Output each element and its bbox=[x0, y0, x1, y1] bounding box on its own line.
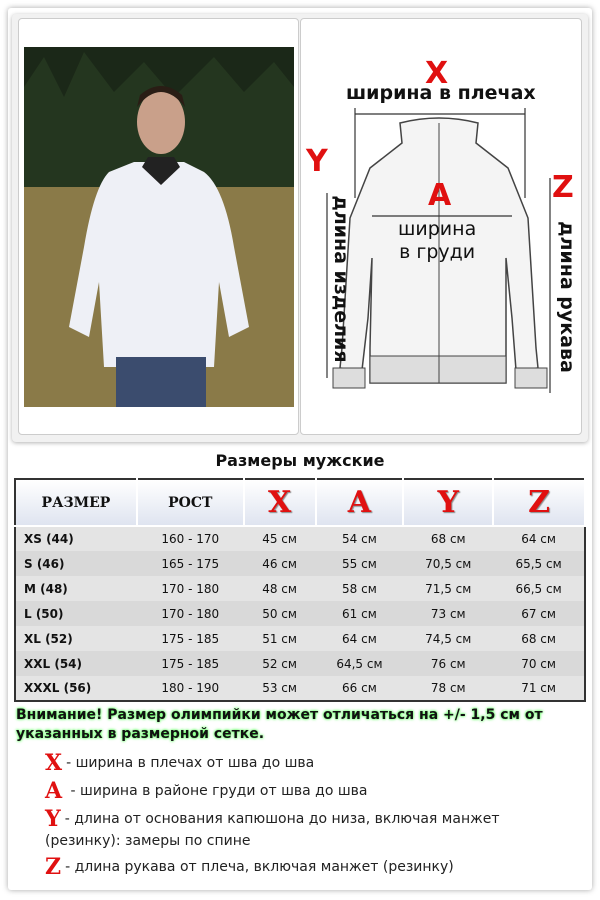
table-cell: 68 см bbox=[430, 532, 466, 546]
table-cell: 76 см bbox=[403, 651, 493, 676]
table-cell: 175 - 185 bbox=[137, 651, 244, 676]
legend-letter: X bbox=[45, 750, 63, 776]
legend-item bbox=[45, 752, 565, 774]
table-cell: L (50) bbox=[15, 601, 137, 626]
table-cell: 52 см bbox=[244, 651, 316, 676]
table-cell: 48 см bbox=[262, 581, 297, 596]
model-photo bbox=[24, 47, 294, 407]
header-height: РОСТ bbox=[137, 479, 244, 526]
jacket-diagram bbox=[300, 18, 582, 435]
legend-item bbox=[45, 856, 565, 878]
table-cell: 54 см bbox=[342, 532, 377, 546]
table-cell: 71,5 см bbox=[425, 581, 472, 596]
chart-title: Размеры мужские bbox=[215, 451, 385, 470]
table-cell: XS (44) bbox=[24, 532, 74, 546]
table-cell: 68 см bbox=[521, 631, 556, 646]
table-cell: 50 см bbox=[244, 601, 316, 626]
table-cell: 46 см bbox=[244, 551, 316, 576]
table-cell: 165 - 175 bbox=[137, 551, 244, 576]
table-cell: 70,5 см bbox=[403, 551, 493, 576]
table-row bbox=[15, 626, 585, 651]
table-cell: 64 см bbox=[521, 532, 556, 546]
table-cell: 170 - 180 bbox=[161, 581, 220, 596]
table-cell: XXL (54) bbox=[15, 651, 137, 676]
header-z: Z bbox=[493, 479, 585, 526]
table-cell: 58 см bbox=[342, 581, 377, 596]
table-row bbox=[15, 601, 585, 626]
legend-item bbox=[45, 808, 565, 852]
table-cell: XXXL (56) bbox=[24, 681, 92, 695]
table-cell: 180 - 190 bbox=[161, 681, 220, 695]
header-a: A bbox=[316, 479, 404, 526]
a-marker: A bbox=[428, 178, 452, 213]
table-row bbox=[15, 676, 585, 701]
legend-text: - длина от основания капюшона до низа, включая манжет (резинку): замеры по спине bbox=[45, 811, 500, 849]
shoulder-width-label: ширина в плечах bbox=[346, 82, 536, 104]
legend-item bbox=[45, 780, 565, 802]
table-row bbox=[15, 576, 585, 601]
table-cell: 78 см bbox=[430, 681, 466, 695]
table-cell: 64,5 см bbox=[316, 651, 404, 676]
table-cell: 65,5 см bbox=[493, 551, 585, 576]
table-row bbox=[15, 526, 585, 551]
table-cell: 73 см bbox=[403, 601, 493, 626]
length-label: длина изделия bbox=[330, 195, 352, 363]
table-cell: 70 см bbox=[493, 651, 585, 676]
table-cell: 67 см bbox=[493, 601, 585, 626]
y-marker: Y bbox=[306, 144, 328, 179]
table-cell: 51 см bbox=[262, 631, 297, 646]
table-cell: 160 - 170 bbox=[161, 532, 220, 546]
table-cell: 55 см bbox=[316, 551, 404, 576]
chest-width-label: ширина в груди bbox=[398, 218, 477, 263]
z-marker: Z bbox=[552, 170, 574, 205]
legend-letter: Z bbox=[45, 854, 62, 880]
x-marker: X bbox=[425, 56, 449, 91]
table-cell: 74,5 см bbox=[425, 631, 472, 646]
table-cell: 64 см bbox=[342, 631, 377, 646]
table-row bbox=[15, 551, 585, 576]
warning-text: Внимание! Размер олимпийки может отличаться на +/- 1,5 см от указанных в размерной сетке. bbox=[16, 707, 543, 742]
sleeve-length-label: длина рукава bbox=[556, 221, 578, 373]
table-cell: 45 см bbox=[262, 532, 297, 546]
legend-text: - ширина в плечах от шва до шва bbox=[66, 755, 315, 771]
legend-letter: A bbox=[45, 778, 63, 804]
header-y: Y bbox=[403, 479, 493, 526]
table-cell: 66 см bbox=[342, 681, 377, 695]
legend-text: - длина рукава от плеча, включая манжет (резинку) bbox=[65, 859, 454, 875]
table-cell: 170 - 180 bbox=[137, 601, 244, 626]
table-cell: S (46) bbox=[15, 551, 137, 576]
table-cell: 61 см bbox=[316, 601, 404, 626]
table-cell: 53 см bbox=[262, 681, 297, 695]
table-cell: 71 см bbox=[521, 681, 556, 695]
table-cell: M (48) bbox=[24, 581, 68, 596]
header-x: X bbox=[244, 479, 316, 526]
size-table bbox=[14, 478, 586, 702]
header-size: РАЗМЕР bbox=[15, 479, 137, 526]
table-cell: XL (52) bbox=[24, 631, 73, 646]
table-cell: 66,5 см bbox=[515, 581, 562, 596]
table-cell: 175 - 185 bbox=[161, 631, 220, 646]
table-row bbox=[15, 651, 585, 676]
legend-text: - ширина в районе груди от шва до шва bbox=[66, 783, 368, 799]
legend-letter: Y bbox=[45, 806, 61, 832]
